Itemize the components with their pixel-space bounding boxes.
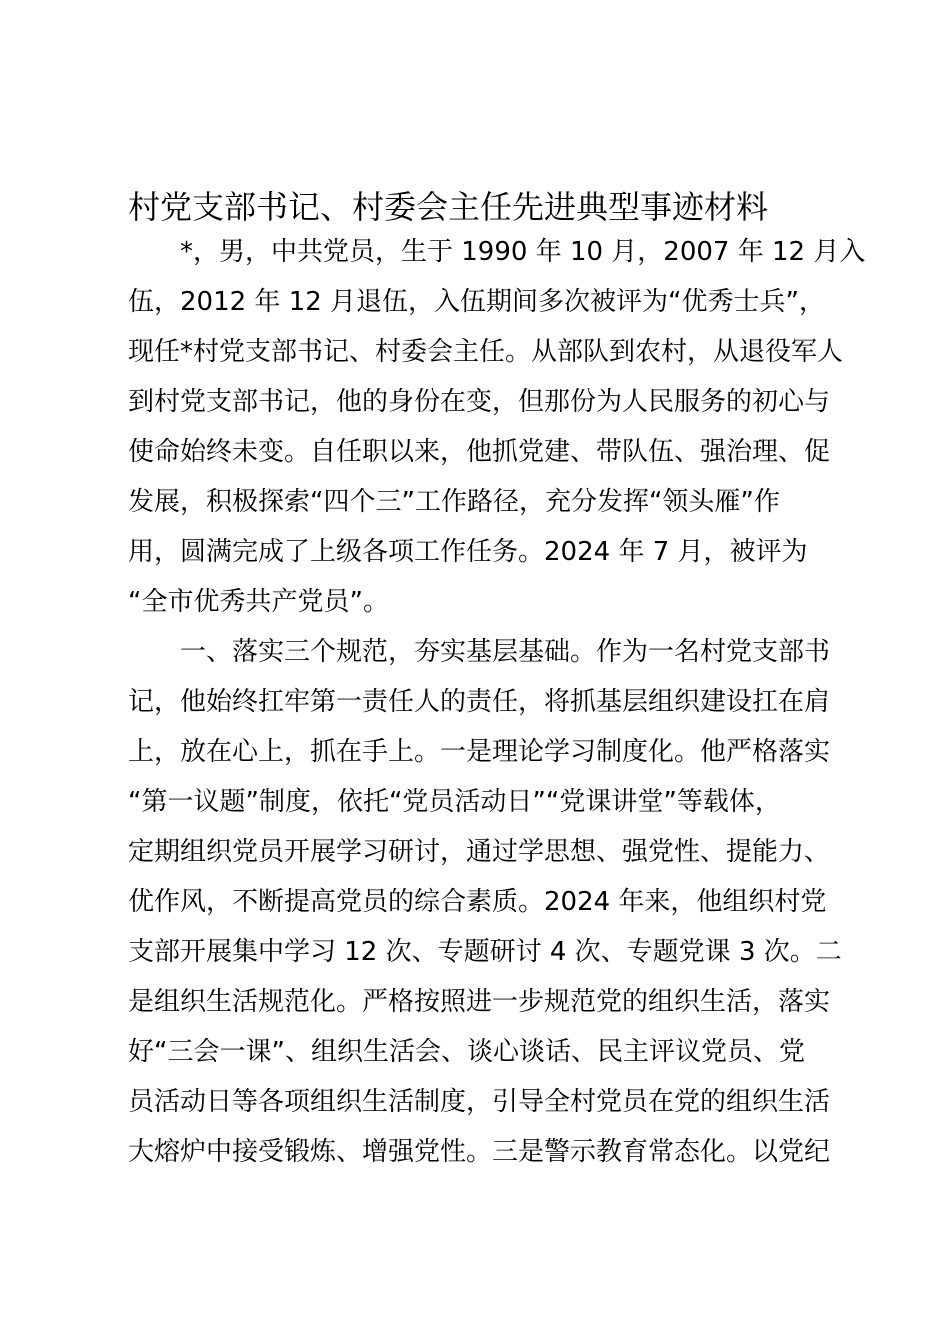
paragraph-line: 一、落实三个规范，夯实基层基础。作为一名村党支部书: [180, 637, 831, 667]
paragraph-line: 伍，2012 年 12 月退伍，入伍期间多次被评为“优秀士兵”，: [128, 287, 825, 317]
paragraph-line: 发展，积极探索“四个三”工作路径，充分发挥“领头雁”作: [128, 487, 780, 517]
paragraph-line: 现任*村党支部书记、村委会主任。从部队到农村，从退役军人: [128, 337, 844, 367]
paragraph-line: 到村党支部书记，他的身份在变，但那份为人民服务的初心与: [128, 387, 831, 417]
paragraph-line: 用，圆满完成了上级各项工作任务。2024 年 7 月，被评为: [128, 537, 808, 567]
document-title: 村党支部书记、村委会主任先进典型事迹材料: [128, 188, 769, 226]
paragraph-line: 使命始终未变。自任职以来，他抓党建、带队伍、强治理、促: [128, 437, 831, 467]
paragraph-line: 定期组织党员开展学习研讨，通过学思想、强党性、提能力、: [128, 837, 831, 867]
paragraph-line: “第一议题”制度，依托“党员活动日”“党课讲堂”等载体，: [128, 787, 781, 817]
paragraph-line: 记，他始终扛牢第一责任人的责任，将抓基层组织建设扛在肩: [128, 687, 831, 717]
paragraph-line: 好“三会一课”、组织生活会、谈心谈话、民主评议党员、党: [128, 1037, 805, 1067]
paragraph-line: 员活动日等各项组织生活制度，引导全村党员在党的组织生活: [128, 1087, 831, 1117]
paragraph-line: 支部开展集中学习 12 次、专题研讨 4 次、专题党课 3 次。二: [128, 937, 842, 967]
paragraph-line: *，男，中共党员，生于 1990 年 10 月，2007 年 12 月入: [180, 237, 866, 267]
paragraph-line: 上，放在心上，抓在手上。一是理论学习制度化。他严格落实: [128, 737, 831, 767]
paragraph-line: 优作风，不断提高党员的综合素质。2024 年来，他组织村党: [128, 887, 827, 917]
paragraph-line: “全市优秀共产党员”。: [128, 587, 389, 617]
paragraph-line: 是组织生活规范化。严格按照进一步规范党的组织生活，落实: [128, 987, 831, 1017]
paragraph-line: 大熔炉中接受锻炼、增强党性。三是警示教育常态化。以党纪: [128, 1137, 831, 1167]
